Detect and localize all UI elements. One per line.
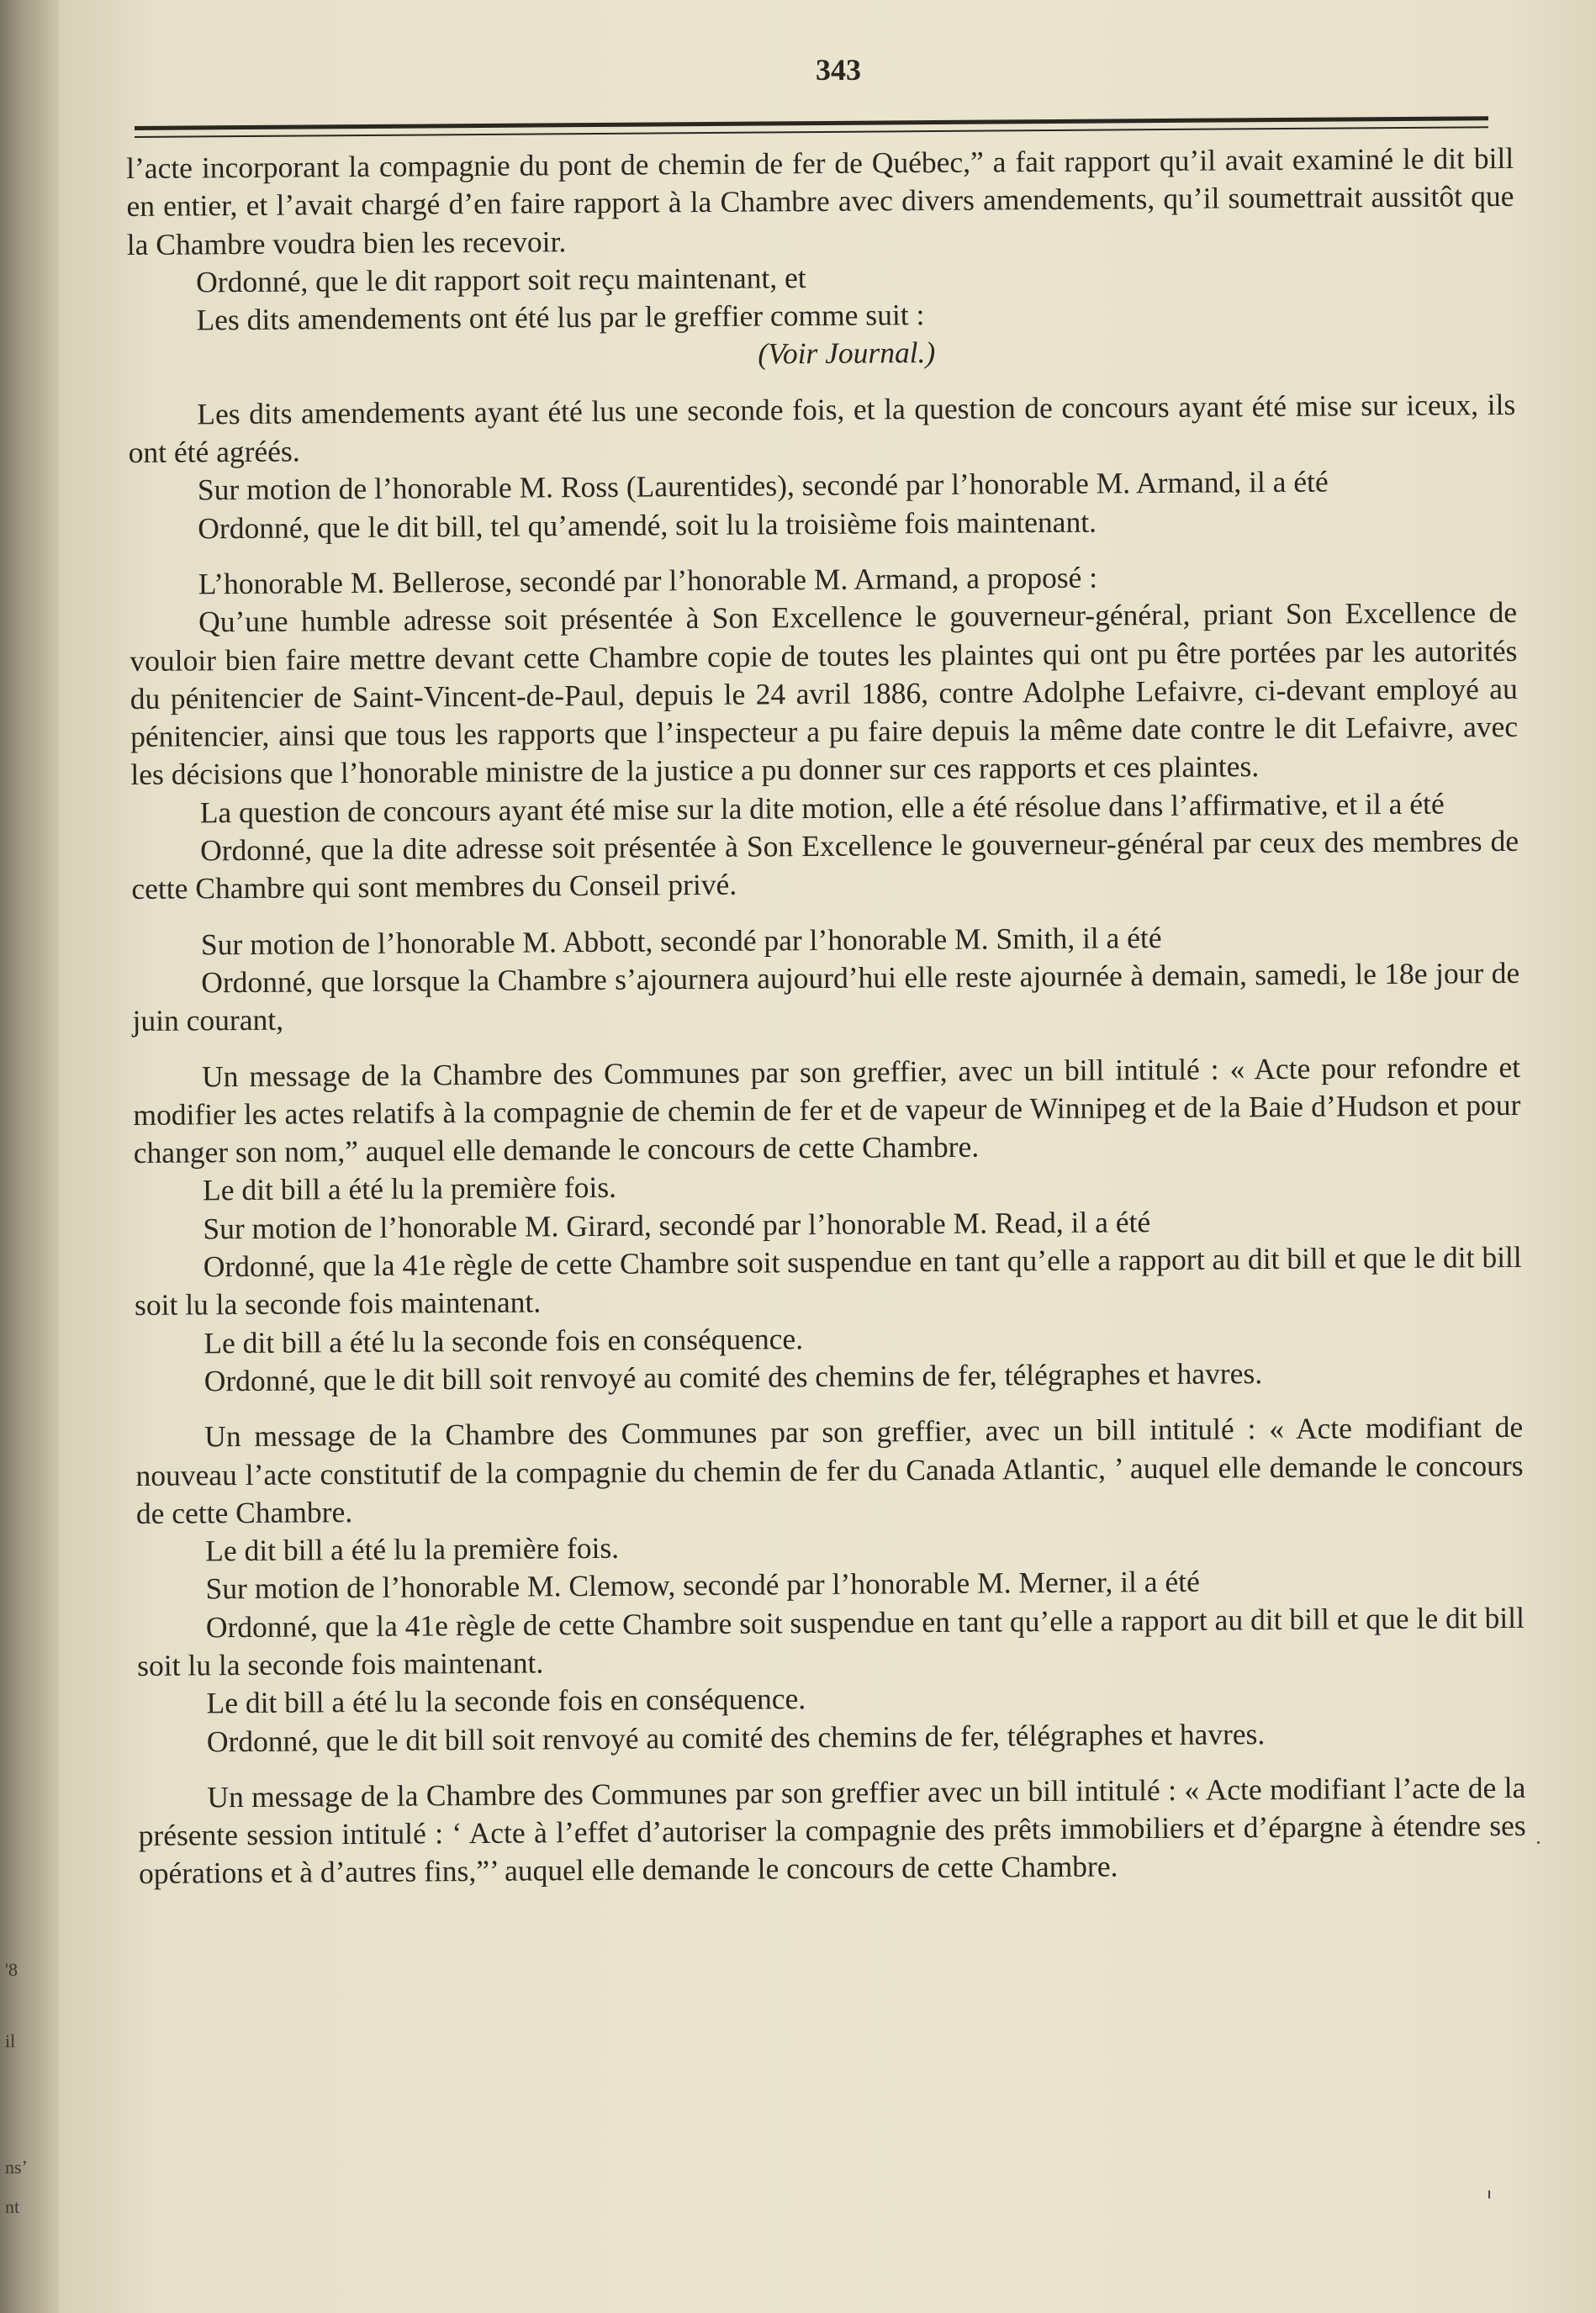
paragraph: Le dit bill a été lu la seconde fois en conséquence. bbox=[203, 1321, 804, 1360]
print-speck bbox=[1488, 2190, 1490, 2199]
paragraph: Le dit bill a été lu la première fois. bbox=[205, 1530, 620, 1568]
print-speck bbox=[1537, 1841, 1540, 1844]
paragraph: Le dit bill a été lu la première fois. bbox=[202, 1170, 617, 1207]
paragraph: (Voir Journal.) bbox=[758, 335, 936, 371]
document-page bbox=[59, 0, 1596, 2313]
paragraph: Ordonné, que la 41e règle de cette Chambre soit suspendue en tant qu’elle a rapport au dit bill et que le dit bill soit lu la seconde fois maintenant. bbox=[137, 1600, 1525, 1682]
paragraph: Le dit bill a été lu la seconde fois en conséquence. bbox=[206, 1682, 806, 1720]
paragraph: La question de concours ayant été mise sur la dite motion, elle a été résolue dans l’affirmative, et il a été bbox=[199, 786, 1445, 830]
paragraph: Un message de la Chambre des Communes par son greffier, avec un bill intitulé : « Acte modifiant de nouveau l’acte constitutif de la compagnie du chemin de fer du Canada Atlantic, ’ auquel elle demande le concours de cette Chambre. bbox=[135, 1410, 1524, 1530]
paragraph: Ordonné, que le dit bill, tel qu’amendé, soit lu la troisième fois maintenant. bbox=[198, 504, 1097, 546]
paragraph: Ordonné, que le dit rapport soit reçu maintenant, et bbox=[196, 260, 806, 299]
paragraph: Ordonné, que lorsque la Chambre s’ajournera aujourd’hui elle reste ajournée à demain, samedi, le 18e jour de juin courant, bbox=[132, 955, 1520, 1038]
paragraph: Un message de la Chambre des Communes par son greffier, avec un bill intitulé : « Acte pour refondre et modifier les actes relatifs à la compagnie de chemin de fer et de vapeur de Winnipeg et de la Baie d’Hudson et pour changer son nom,” auquel elle demande le concours de cette Chambre. bbox=[133, 1049, 1521, 1170]
paragraph: Sur motion de l’honorable M. Girard, secondé par l’honorable M. Read, il a été bbox=[203, 1204, 1151, 1246]
paragraph: Qu’une humble adresse soit présentée à Son Excellence le gouverneur-général, priant Son Excellence de vouloir bien faire mettre devant cette Chambre copie de toutes les plaintes qui ont pu être portées par les autorités du pénitencier de Saint-Vincent-de-Paul, depuis le 24 avril 1886, contre Adolphe Lefaivre, ci-devant employé au pénitencier, ainsi que tous les rapports que l’inspecteur a pu faire depuis la même date contre le dit Lefaivre, avec les décisions que l’honorable ministre de la justice a pu donner sur ces rapports et ces plaintes. bbox=[129, 595, 1519, 792]
paragraph: Ordonné, que la 41e règle de cette Chambre soit suspendue en tant qu’elle a rapport au dit bill et que le dit bill soit lu la seconde fois maintenant. bbox=[134, 1239, 1522, 1323]
paragraph: Un message de la Chambre des Communes par son greffier avec un bill intitulé : « Acte modifiant l’acte de la présente session intitulé : ‘ Acte à l’effet d’autoriser la compagnie des prêts immobiliers et d’épargne à étendre ses opérations et à d’autres fins,”’ auquel elle demande le concours de cette Chambre. bbox=[138, 1770, 1526, 1891]
margin-fragment: nt bbox=[5, 2196, 20, 2217]
paragraph: Ordonné, que le dit bill soit renvoyé au comité des chemins de fer, télégraphes et havres. bbox=[206, 1716, 1266, 1758]
adjacent-page-edge bbox=[0, 0, 59, 2313]
paragraph: Sur motion de l’honorable M. Clemow, secondé par l’honorable M. Merner, il a été bbox=[205, 1565, 1200, 1606]
paragraph: Ordonné, que la dite adresse soit présentée à Son Excellence le gouverneur-général par ceux des membres de cette Chambre qui sont membres du Conseil privé. bbox=[131, 823, 1519, 906]
paragraph: l’acte incorporant la compagnie du pont de chemin de fer de Québec,” a fait rapport qu’il avait examiné le dit bill en entier, et l’avait chargé d’en faire rapport à la Chambre avec divers amendements, qu’il soumettrait aussitôt que la Chambre voudra bien les recevoir. bbox=[126, 140, 1514, 261]
margin-fragment: '8 bbox=[5, 1959, 18, 1980]
page-number: 343 bbox=[816, 53, 861, 87]
margin-fragment: il bbox=[5, 2030, 16, 2052]
body-text bbox=[126, 140, 1526, 1893]
margin-fragment: nsʼ bbox=[5, 2157, 28, 2178]
paragraph: Ordonné, que le dit bill soit renvoyé au comité des chemins de fer, télégraphes et havres. bbox=[203, 1356, 1263, 1398]
paragraph: L’honorable M. Bellerose, secondé par l’honorable M. Armand, a proposé : bbox=[198, 560, 1098, 601]
paragraph: Sur motion de l’honorable M. Ross (Laurentides), secondé par l’honorable M. Armand, il a été bbox=[197, 464, 1329, 507]
paragraph: Les dits amendements ayant été lus une seconde fois, et la question de concours ayant été mise sur iceux, ils ont été agréés. bbox=[128, 387, 1516, 470]
paragraph: Sur motion de l’honorable M. Abbott, secondé par l’honorable M. Smith, il a été bbox=[200, 920, 1162, 962]
paragraph: Les dits amendements ont été lus par le greffier comme suit : bbox=[196, 298, 925, 337]
